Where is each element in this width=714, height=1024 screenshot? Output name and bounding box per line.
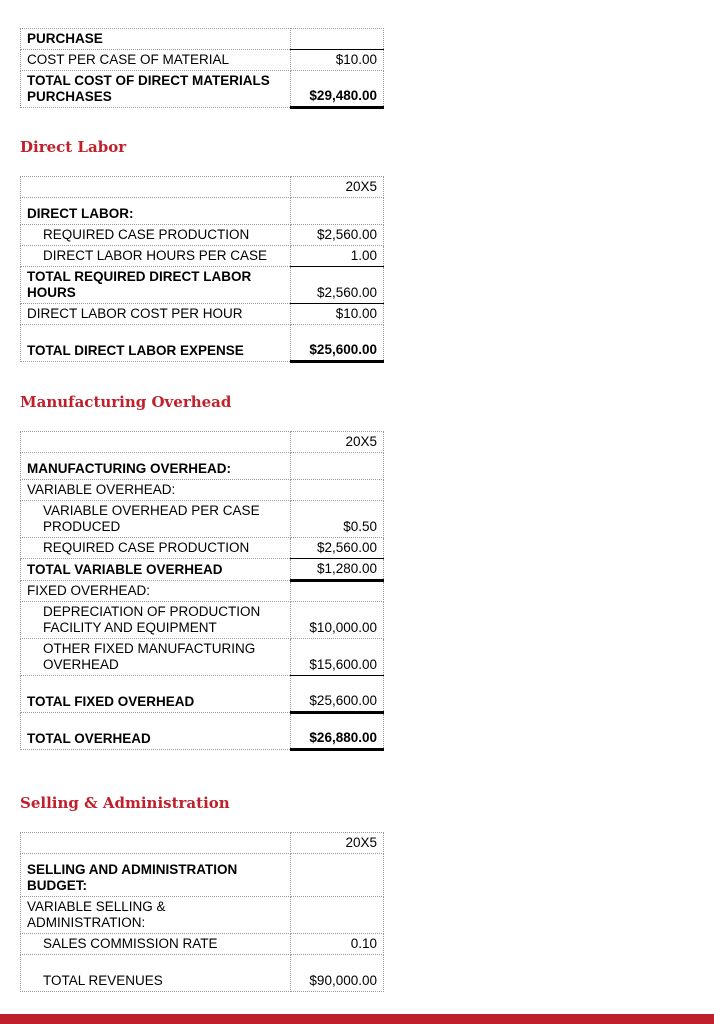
total-fixed-value: $25,600.00: [291, 676, 384, 713]
oh-required-case-value: $2,560.00: [291, 538, 384, 559]
dl-cost-per-hour-label: DIRECT LABOR COST PER HOUR: [21, 304, 291, 325]
selling-year: 20X5: [291, 833, 384, 854]
variable-selling-header: VARIABLE SELLING & ADMINISTRATION:: [21, 897, 291, 934]
total-materials-value: $29,480.00: [291, 71, 384, 108]
dl-hours-per-case-value: 1.00: [291, 246, 384, 267]
total-revenues-value: $90,000.00: [291, 955, 384, 992]
var-per-case-value: $0.50: [291, 501, 384, 538]
selling-title: Selling & Administration: [20, 794, 230, 812]
overhead-year: 20X5: [291, 432, 384, 453]
footer-bar: [0, 1014, 714, 1024]
total-overhead-value: $26,880.00: [291, 713, 384, 750]
purchase-label: PURCHASE: [21, 29, 291, 50]
total-variable-label: TOTAL VARIABLE OVERHEAD: [21, 559, 291, 581]
direct-labor-table: [20, 176, 384, 363]
overhead-title: Manufacturing Overhead: [20, 393, 232, 411]
dl-required-case-label: REQUIRED CASE PRODUCTION: [21, 225, 291, 246]
variable-overhead-header: VARIABLE OVERHEAD:: [21, 480, 291, 501]
total-variable-value: $1,280.00: [291, 559, 384, 581]
depreciation-value: $10,000.00: [291, 602, 384, 639]
selling-table: [20, 832, 384, 992]
overhead-table: [20, 431, 384, 751]
materials-table: [20, 28, 384, 109]
total-revenues-label: TOTAL REVENUES: [21, 955, 291, 992]
direct-labor-title: Direct Labor: [20, 138, 127, 156]
dl-total-expense-value: $25,600.00: [291, 325, 384, 362]
dl-total-hours-value: $2,560.00: [291, 267, 384, 304]
other-fixed-label: OTHER FIXED MANUFACTURING OVERHEAD: [21, 639, 291, 676]
direct-labor-year: 20X5: [291, 177, 384, 198]
direct-labor-header: DIRECT LABOR:: [21, 198, 291, 225]
dl-total-expense-label: TOTAL DIRECT LABOR EXPENSE: [21, 325, 291, 362]
total-fixed-label: TOTAL FIXED OVERHEAD: [21, 676, 291, 713]
commission-value: 0.10: [291, 934, 384, 955]
dl-total-hours-label: TOTAL REQUIRED DIRECT LABOR HOURS: [21, 267, 291, 304]
other-fixed-value: $15,600.00: [291, 639, 384, 676]
total-overhead-label: TOTAL OVERHEAD: [21, 713, 291, 750]
cost-per-case-label: COST PER CASE OF MATERIAL: [21, 50, 291, 71]
depreciation-label: DEPRECIATION OF PRODUCTION FACILITY AND EQUIPMENT: [21, 602, 291, 639]
selling-header: SELLING AND ADMINISTRATION BUDGET:: [21, 854, 291, 897]
overhead-header: MANUFACTURING OVERHEAD:: [21, 453, 291, 480]
total-materials-label: TOTAL COST OF DIRECT MATERIALS PURCHASES: [21, 71, 291, 108]
var-per-case-label: VARIABLE OVERHEAD PER CASE PRODUCED: [21, 501, 291, 538]
cost-per-case-value: $10.00: [291, 50, 384, 71]
dl-hours-per-case-label: DIRECT LABOR HOURS PER CASE: [21, 246, 291, 267]
commission-label: SALES COMMISSION RATE: [21, 934, 291, 955]
oh-required-case-label: REQUIRED CASE PRODUCTION: [21, 538, 291, 559]
fixed-overhead-header: FIXED OVERHEAD:: [21, 581, 291, 602]
dl-cost-per-hour-value: $10.00: [291, 304, 384, 325]
dl-required-case-value: $2,560.00: [291, 225, 384, 246]
